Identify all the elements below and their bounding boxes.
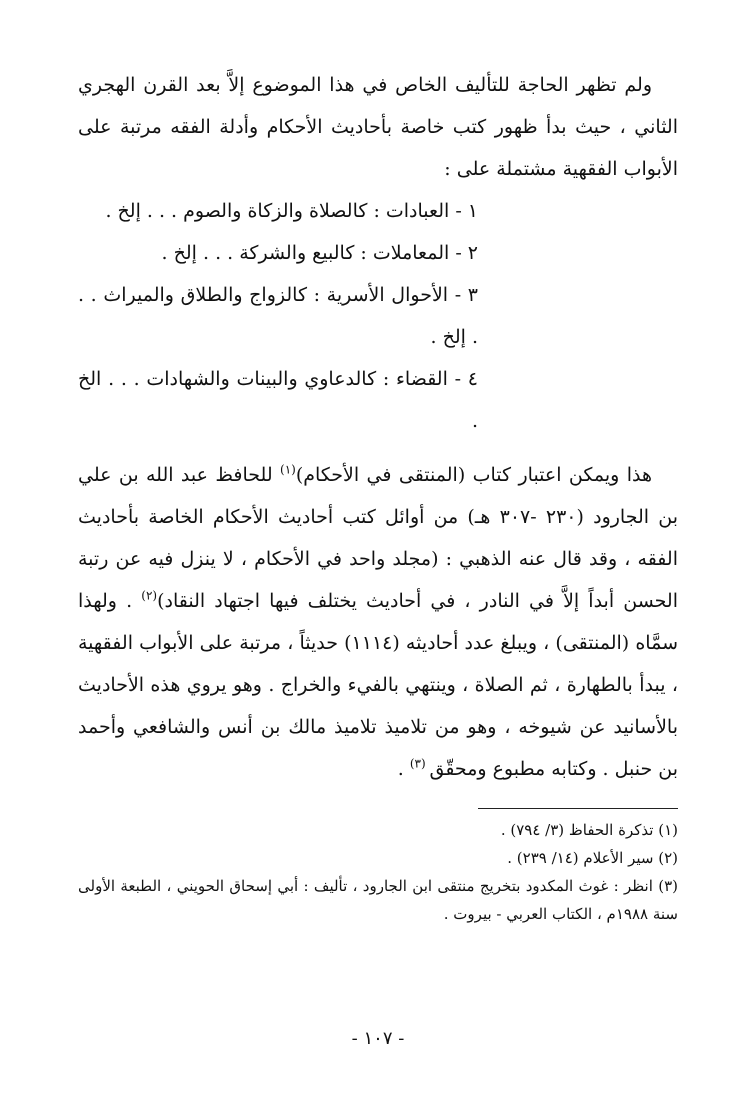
- list-item: ٣ - الأحوال الأسرية : كالزواج والطلاق والميراث . . . إلخ .: [78, 284, 478, 348]
- paragraph-gap: [78, 442, 678, 454]
- footnote-ref-2[interactable]: (٢): [141, 588, 158, 603]
- footnote-2: (٢) سير الأعلام (١٤/ ٢٣٩) .: [507, 849, 678, 867]
- footnote-ref-3[interactable]: (٣): [409, 756, 430, 771]
- main-paragraph: [78, 454, 678, 790]
- main-text-part-2: للحافظ عبد الله بن علي بن الجارود (٢٣٠ -٣٠٧ هـ) من أوائل كتب أحاديث الأحكام الخاصة بأحاديث الفقه ، وقد قال عنه الذهبي : (مجلد واحد في الأحكام ، لا ينزل فيه عن رتبة الحسن أبداً إلاَّ في النادر ، في أحاديث يختلف فيها اجتهاد النقاد): [78, 464, 678, 612]
- list-item: ١ - العبادات : كالصلاة والزكاة والصوم . . . إلخ .: [105, 200, 478, 222]
- page-body: [78, 64, 678, 790]
- main-text-part-3: . ولهذا سمَّاه (المنتقى) ، ويبلغ عدد أحاديثه (١١١٤) حديثاً ، مرتبة على الأبواب الفقهية ، يبدأ بالطهارة ، ثم الصلاة ، وينتهي بالفيء والخراج . وهو يروي هذه الأحاديث بالأسانيد عن شيوخه ، وهو من تلاميذ تلاميذ مالك بن أنس والشافعي وأحمد بن حنبل . وكتابه مطبوع ومحقّق: [78, 590, 678, 780]
- list-item: ٤ - القضاء : كالدعاوي والبينات والشهادات . . . الخ .: [78, 368, 478, 432]
- page-number: - ١٠٧ -: [351, 1028, 405, 1049]
- intro-paragraph: ولم تظهر الحاجة للتأليف الخاص في هذا الموضوع إلاَّ بعد القرن الهجري الثاني ، حيث بدأ ظهور كتب خاصة بأحاديث الأحكام وأدلة الفقه مرتبة على الأبواب الفقهية مشتملة على :: [78, 74, 678, 180]
- footnote-3: (٣) انظر : غوث المكدود بتخريج منتقى ابن الجارود ، تأليف : أبي إسحاق الحويني ، الطبعة الأولى سنة ١٩٨٨م ، الكتاب العربي - بيروت .: [78, 877, 678, 923]
- footnotes: [78, 816, 678, 928]
- main-text-part-1: هذا ويمكن اعتبار كتاب (المنتقى في الأحكام): [295, 464, 652, 486]
- footnote-ref-1[interactable]: (١): [280, 462, 296, 477]
- list-item: ٢ - المعاملات : كالبيع والشركة . . . إلخ .: [161, 242, 478, 264]
- topics-list: [78, 190, 678, 442]
- main-text-part-4: .: [397, 758, 410, 780]
- footnote-1: (١) تذكرة الحفاظ (٣/ ٧٩٤) .: [500, 821, 678, 839]
- footnote-divider: [478, 808, 678, 809]
